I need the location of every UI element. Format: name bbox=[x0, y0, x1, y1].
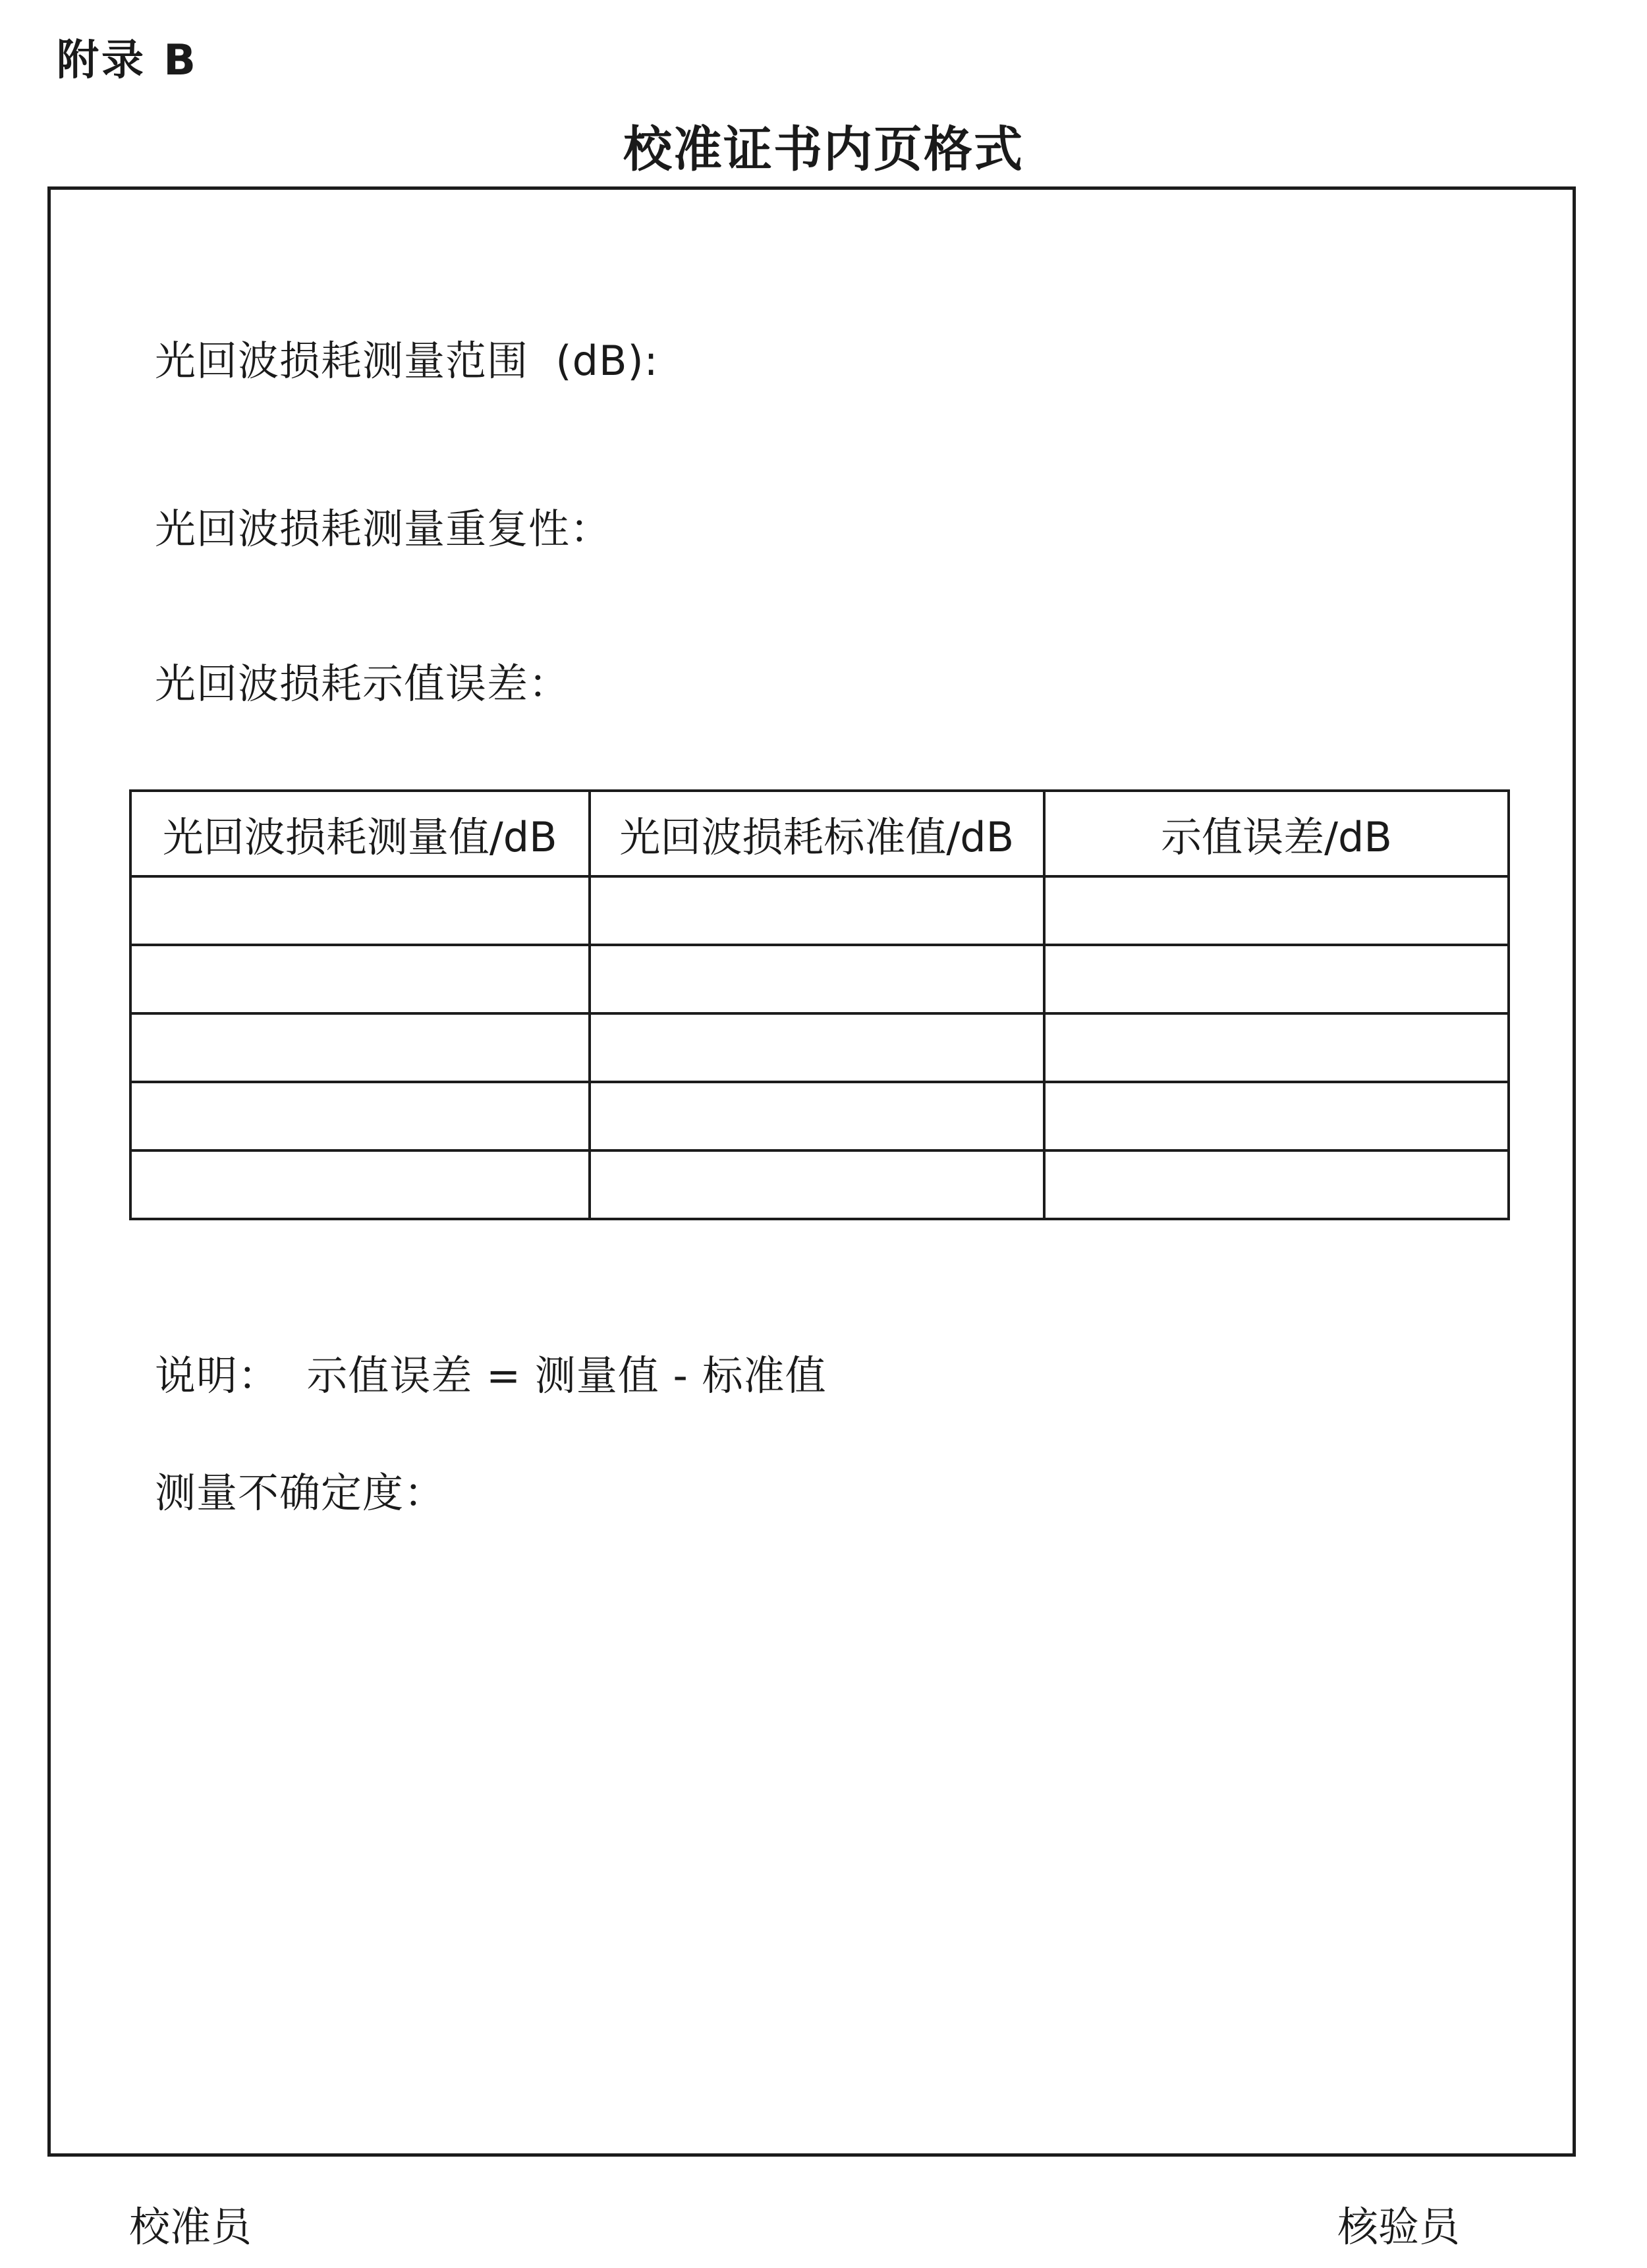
field-label-return-loss-indication-error: 光回波损耗示值误差： bbox=[155, 660, 571, 708]
field-label-return-loss-repeatability: 光回波损耗测量重复性： bbox=[155, 505, 612, 553]
table-cell bbox=[1044, 945, 1509, 1013]
table-cell bbox=[590, 1150, 1044, 1219]
table-cell bbox=[130, 1150, 590, 1219]
field-label-measurement-uncertainty: 测量不确定度： bbox=[155, 1469, 446, 1517]
page-title: 校准证书内页格式 bbox=[623, 121, 1024, 178]
column-header-measured-value: 光回波损耗测量值/dB bbox=[130, 791, 590, 876]
table-cell bbox=[130, 945, 590, 1013]
table-row bbox=[130, 876, 1509, 945]
table-cell bbox=[130, 1082, 590, 1150]
verifier-signature-label: 核验员 bbox=[1337, 2203, 1461, 2251]
appendix-label: 附录 B bbox=[57, 36, 199, 85]
field-label-return-loss-range: 光回波损耗测量范围 (dB): bbox=[155, 337, 659, 385]
table-cell bbox=[1044, 1082, 1509, 1150]
table-cell bbox=[590, 1013, 1044, 1082]
table-cell bbox=[1044, 1013, 1509, 1082]
table-cell bbox=[590, 945, 1044, 1013]
table-cell bbox=[590, 1082, 1044, 1150]
note-indication-error-formula: 说明： 示值误差 = 测量值 - 标准值 bbox=[155, 1351, 827, 1400]
table-cell bbox=[590, 876, 1044, 945]
table-cell bbox=[130, 876, 590, 945]
column-header-indication-error: 示值误差/dB bbox=[1044, 791, 1509, 876]
table-row bbox=[130, 945, 1509, 1013]
table-cell bbox=[1044, 876, 1509, 945]
calibrator-signature-label: 校准员 bbox=[129, 2203, 252, 2251]
table-row bbox=[130, 1013, 1509, 1082]
table-cell bbox=[130, 1013, 590, 1082]
measurement-table bbox=[129, 789, 1510, 1220]
table-cell bbox=[1044, 1150, 1509, 1219]
table-header-row bbox=[130, 791, 1509, 876]
column-header-standard-value: 光回波损耗标准值/dB bbox=[590, 791, 1044, 876]
table-row bbox=[130, 1082, 1509, 1150]
table-row bbox=[130, 1150, 1509, 1219]
content-frame bbox=[47, 186, 1576, 2157]
